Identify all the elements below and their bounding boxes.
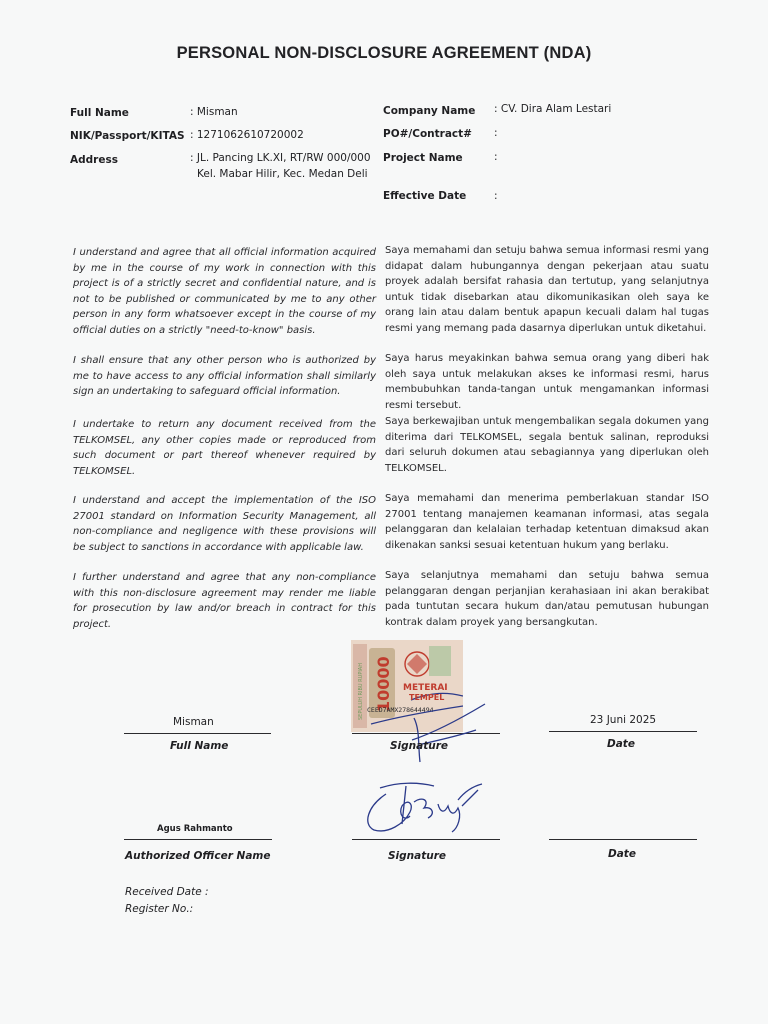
nik-value: : 1271062610720002 [190,129,304,141]
effective-date-value: : [494,190,498,202]
project-name-value: : [494,151,498,163]
signature-caption-1: Signature [390,740,449,752]
po-contract-value: : [494,127,498,139]
po-contract-label: PO#/Contract# [383,128,472,140]
full-name-label: Full Name [70,107,129,119]
clause-2-indonesian: Saya harus meyakinkan bahwa semua orang yang diberi hak oleh saya untuk melakukan akses ke informasi resmi, harus membubuhkan tanda-tangan untuk mengamankan informasi resmi tersebut. [385,353,709,411]
address-value-line2: Kel. Mabar Hilir, Kec. Medan Deli [197,168,368,180]
address-value-line1: : JL. Pancing LK.XI, RT/RW 000/000 [190,152,371,164]
stamp-label-bottom: TEMPEL [409,693,445,702]
date-line-2 [549,839,697,840]
signer-full-name: Misman [173,716,214,728]
register-no-label: Register No.: [125,903,194,915]
stamp-side-text: SEPULUH RIBU RUPIAH [358,663,364,720]
stamp-serial: CEED7AMX278644494 [367,706,434,714]
clause-3-english: I undertake to return any document received from the TELKOMSEL, any other copies made or reproduced from such document or part thereof whenever required by TELKOMSEL. [73,419,376,477]
signature-1-image [400,700,490,770]
stamp-label-top: METERAI [403,683,448,693]
full-name-line [124,733,271,734]
sign-date-value: 23 Juni 2025 [590,714,657,726]
clause-4-indonesian: Saya memahami dan menerima pemberlakuan standar ISO 27001 tentang manajemen keamanan informasi, atas segala pelanggaran dan kelalaian terhadap ketentuan dimaksud akan dikenakan sanksi sesuai ketentuan hukum yang berlaku. [385,493,709,551]
clause-4-english: I understand and accept the implementation of the ISO 27001 standard on Information Security Management, all non-compliance and negligence with these provisions will be subject to sanctions in accordance with applicable law. [73,495,376,553]
date-line-1 [549,731,697,732]
date-caption-1: Date [607,738,635,750]
received-date-label: Received Date : [125,886,209,898]
authorized-officer-name: Agus Rahmanto [157,824,233,834]
date-caption-2: Date [608,848,636,860]
authorized-officer-line [124,839,272,840]
document-title: PERSONAL NON-DISCLOSURE AGREEMENT (NDA) [176,44,592,62]
nik-label: NIK/Passport/KITAS [70,130,185,142]
company-name-label: Company Name [383,105,476,117]
company-name-value: : CV. Dira Alam Lestari [494,103,612,115]
clause-5-english: I further understand and agree that any non-compliance with this non-disclosure agreement may render me liable for prosecution by law and/or breach in contract for this project. [73,572,376,630]
full-name-value: : Misman [190,106,238,118]
full-name-caption: Full Name [170,740,229,752]
project-name-label: Project Name [383,152,463,164]
stamp-amount: 10000 [374,656,393,712]
clause-5-indonesian: Saya selanjutnya memahami dan setuju bahwa semua pelanggaran dengan perjanjian kerahasiaan ini akan berakibat pada tuntutan secara hukum dan/atau pemutusan hubungan kontrak dalam proyek yang bersangkutan. [385,570,709,628]
signature-2-image [358,776,488,838]
signature-line-2 [352,839,500,840]
clause-2-english: I shall ensure that any other person who is authorized by me to have access to any official information shall similarly sign an undertaking to safeguard official information. [73,355,376,398]
signature-caption-2: Signature [388,850,447,862]
clause-3-indonesian: Saya berkewajiban untuk mengembalikan segala dokumen yang diterima dari TELKOMSEL, segala bentuk salinan, reproduksi dari seluruh dokumen atau sebagiannya yang diperlukan oleh TELKOMSEL. [385,416,709,474]
clause-1-english: I understand and agree that all official information acquired by me in the course of my work in connection with this project is of a strictly secret and confidential nature, and is not to be published or communicated by me to any other person in any form whatsoever except in the course of my official duties on a strictly "need-to-know" basis. [73,247,376,336]
clause-1-indonesian: Saya memahami dan setuju bahwa semua informasi resmi yang didapat dalam hubungannya dengan pekerjaan atau suatu proyek adalah bersifat rahasia dan tertutup, yang selanjutnya untuk tidak disebarkan atau dikomunikasikan oleh saya ke orang lain atau dalam bentuk apapun kecuali dalam hal tugas resmi yang memang pada dasarnya diperlukan untuk diketahui. [385,245,709,334]
address-label: Address [70,154,118,166]
effective-date-label: Effective Date [383,190,467,202]
authorized-officer-caption: Authorized Officer Name [125,850,271,862]
